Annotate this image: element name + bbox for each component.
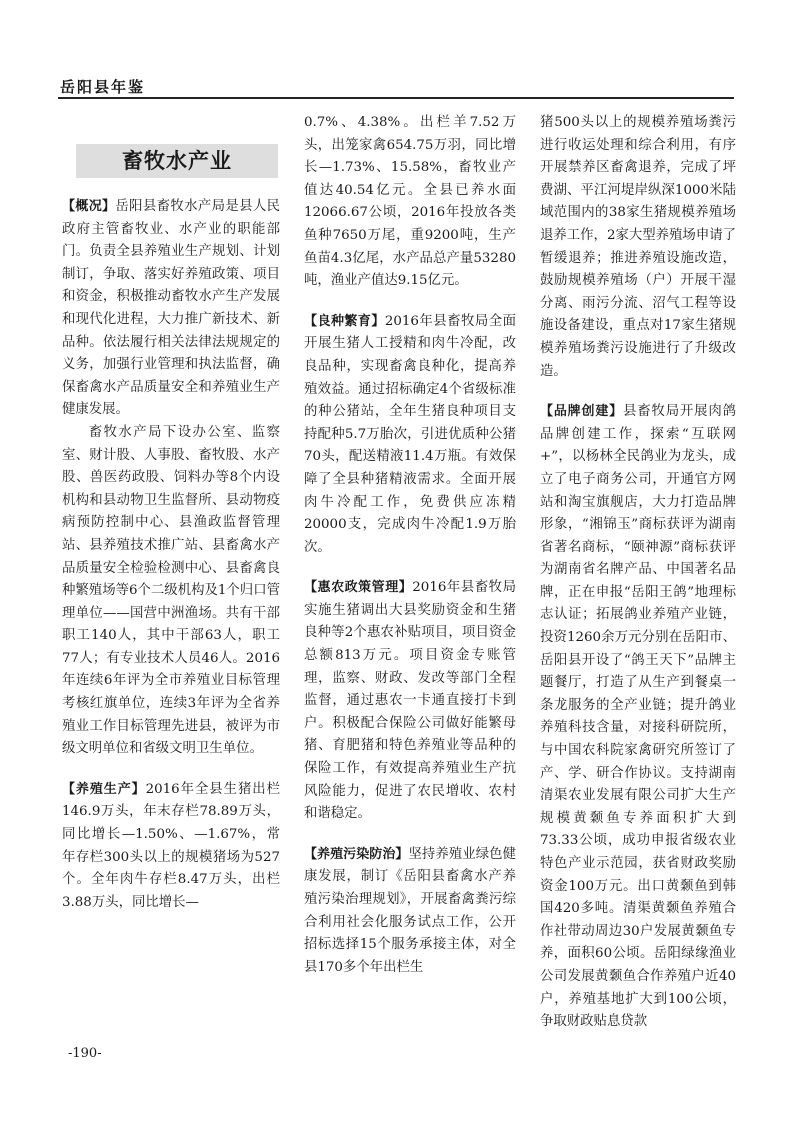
breeding-paragraph <box>62 779 280 915</box>
brand-heading: 【品牌创建】 <box>540 404 624 420</box>
brand-paragraph <box>540 401 736 1034</box>
pollution-paragraph <box>304 844 516 980</box>
pollution-heading: 【养殖污染防治】 <box>304 846 409 862</box>
column-1 <box>62 112 280 914</box>
pollution-continued: 猪500头以上的规模养殖场粪污进行收运处理和综合利用，有序开展禁养区畜禽退养，完成了坪费湖、平江河堤岸纵深1000米陆域范围内的38家生猪规模养殖场退养工作，2家大型养殖场申请了暂缓退养；推进养殖设施改造，鼓励规模养殖场（户）开展干湿分离、雨污分流、沼气工程等设施设备建设，重点对17家生猪规模养殖场粪污设施进行了升级改造。 <box>540 115 736 379</box>
page-number: -190- <box>68 1046 102 1061</box>
breeding-continued: 0.7%、4.38%。出栏羊7.52万头，出笼家禽654.75万羽，同比增长—1.73%、15.58%，畜牧业产值达40.54亿元。全县已养水面12066.67公顷，2016年投放各类鱼种7650万尾，重9200吨，生产鱼苗4.3亿尾，水产品总产量53280吨，渔业产值达9.15亿元。 <box>304 115 516 289</box>
breeding-heading: 【养殖生产】 <box>62 781 146 797</box>
seed-text: 2016年县畜牧局全面开展生猪人工授精和肉牛冷配，改良品种，实现畜禽良种化，提高养殖效益。通过招标确定4个省级标准的种公猪站，全年生猪良种项目支持配种5.7万胎次，引进优质种公猪70头，配送精液11.4万瓶。有效保障了全县种猪精液需求。全面开展肉牛冷配工作，免费供应冻精20000支，完成肉牛冷配1.9万胎次。 <box>304 313 516 555</box>
seed-paragraph <box>304 311 516 560</box>
policy-text: 2016年县畜牧局实施生猪调出大县奖励资金和生猪良种等2个惠农补贴项目，项目资金总额813万元。项目资金专账管理，监察、财政、发改等部门全程监督，通过惠农一卡通直接打卡到户。积极配合保险公司做好能繁母猪、育肥猪和特色养殖业等品种的保险工作，有效提高养殖业生产抗风险能力，促进了农民增收、农村和谐稳定。 <box>304 580 516 822</box>
column-2 <box>304 112 516 979</box>
overview-paragraph <box>62 196 280 422</box>
yearbook-header-title: 岳阳县年鉴 <box>60 78 146 96</box>
section-title-banner: 畜牧水产业 <box>76 144 278 178</box>
header-divider <box>58 97 734 99</box>
pollution-text: 坚持养殖业绿色健康发展，制订《岳阳县畜禽水产养殖污染治理规划》，开展畜禽粪污综合利用社会化服务试点工作，公开招标选择15个服务承接主体，对全县170多个年出栏生 <box>304 846 516 975</box>
overview-text: 岳阳县畜牧水产局是县人民政府主管畜牧业、水产业的职能部门。负责全县养殖业生产规划、计划制订，争取、落实好养殖政策、项目和资金，积极推动畜牧水产生产发展和现代化进程，大力推广新技术、新品种。依法履行相关法律法规规定的义务，加强行业管理和执法监督，确保畜禽水产品质量安全和养殖业生产健康发展。 <box>62 199 280 418</box>
organization-paragraph: 畜牧水产局下设办公室、监察室、财计股、人事股、畜牧股、水产股、兽医药政股、饲料办等8个内设机构和县动物卫生监督所、县动物疫病预防控制中心、县渔政监督管理站、县养殖技术推广站、县畜禽水产品质量安全检验检测中心、县畜禽良种繁殖场等6个二级机构及1个归口管理单位——国营中洲渔场。共有干部职工140人，其中干部63人，职工77人；有专业技术人员46人。2016年连续6年评为全市养殖业目标管理考核红旗单位，连续3年评为全省养殖业工作目标管理先进县，被评为市级文明单位和省级文明卫生单位。 <box>62 424 280 757</box>
brand-text: 县畜牧局开展肉鸽品牌创建工作，探索“互联网+”，以杨林全民鸽业为龙头，成立了电子商务公司，开通官方网站和淘宝旗舰店，大力打造品牌形象，“湘锦玉”商标获评为湖南省著名商标，“颐神源”商标获评为湖南省名牌产品、中国著名品牌，正在申报“岳阳王鸽”地理标志认证；拓展鸽业养殖产业链，投资1260余万元分别在岳阳市、岳阳县开设了“鸽王天下”品牌主题餐厅，打造了从生产到餐桌一条龙服务的全产业链；提升鸽业养殖科技含量，对接科研院所，与中国农科院家禽研究所签订了产、学、研合作协议。支持湖南清渠农业发展有限公司扩大生产规模黄颡鱼专养面积扩大到73.33公顷，成功申报省级农业特色产业示范园，获省财政奖励资金100万元。出口黄颡鱼到韩国420多吨。清渠黄颡鱼养殖合作社带动周边30户发展黄颡鱼专养，面积60公顷。岳阳绿缘渔业公司发展黄颡鱼合作养殖户近40户，养殖基地扩大到100公顷，争取财政贴息贷款 <box>540 404 736 1030</box>
column-3 <box>540 112 736 1034</box>
policy-paragraph <box>304 577 516 826</box>
policy-heading: 【惠农政策管理】 <box>304 580 413 596</box>
overview-heading: 【概况】 <box>62 199 116 214</box>
seed-heading: 【良种繁育】 <box>304 313 385 329</box>
breeding-text: 2016年全县生猪出栏146.9万头，年末存栏78.89万头，同比增长—1.50%、—1.67%，常年存栏300头以上的规模猪场为527个。全年肉牛存栏8.47万头，出栏3.88万头，同比增长— <box>62 781 280 910</box>
